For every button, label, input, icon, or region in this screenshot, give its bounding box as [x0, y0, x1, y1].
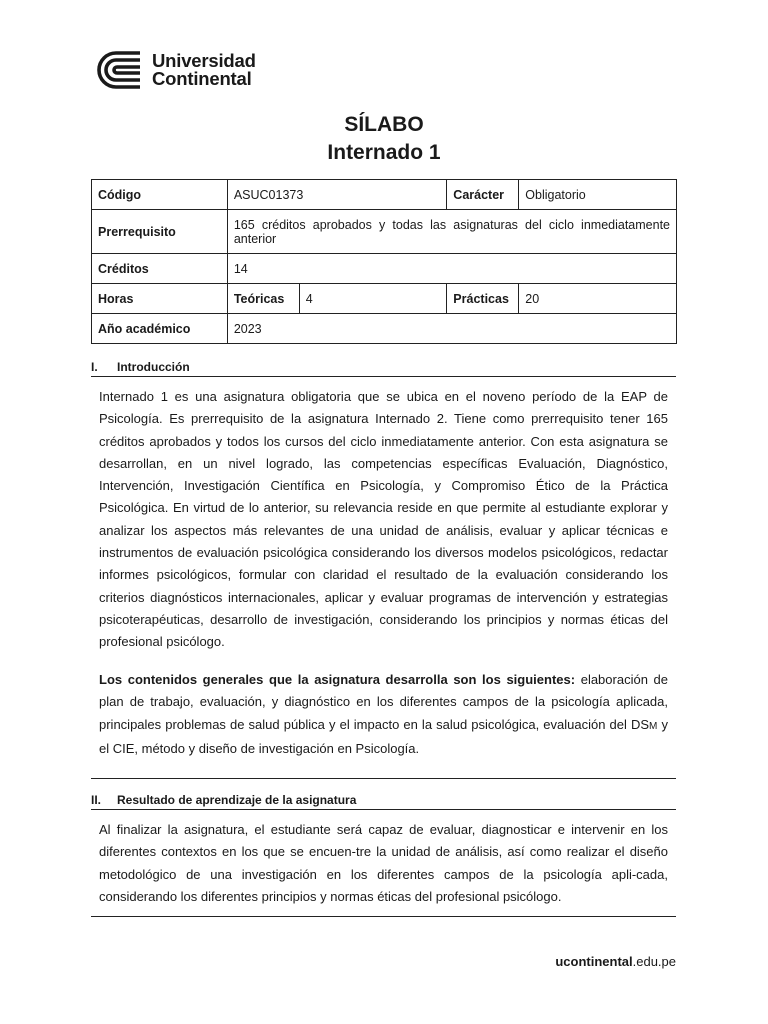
section-2-paragraph: Al finalizar la asignatura, el estudiante será capaz de evaluar, diagnosticar e intervenir en los diferentes contextos en los que se encuen-tre la unidad de análisis, así como realizar el diseño metodológico de una investigación en los diferentes campos de la psicología apli-cada, considerando los diferentes principios y normas éticas del profesional psicólogo. — [99, 822, 668, 904]
footer-url — [555, 954, 676, 969]
table-row — [92, 254, 677, 284]
section-2-bottom-rule — [91, 916, 676, 917]
contents-text-b: y el CIE, método y diseño de investigación en Psicología. — [99, 716, 668, 756]
logo-mark-icon — [96, 50, 144, 90]
section-1-number: I. — [91, 360, 98, 374]
section-1-title: Introducción — [117, 360, 190, 374]
table-row — [92, 180, 677, 210]
section-divider — [91, 778, 676, 779]
section-2-heading — [91, 793, 676, 810]
practicas-value: 20 — [519, 284, 677, 314]
course-info-table — [91, 179, 677, 344]
section-1-heading — [91, 360, 676, 377]
section-2-number: II. — [91, 793, 102, 807]
codigo-label: Código — [92, 180, 228, 210]
caracter-label: Carácter — [447, 180, 519, 210]
horas-label: Horas — [92, 284, 228, 314]
footer-url-bold: ucontinental — [555, 954, 633, 969]
section-1-contents-paragraph — [99, 669, 668, 760]
document-title — [0, 111, 768, 167]
university-logo — [96, 50, 256, 90]
contents-text-m: M — [649, 720, 658, 732]
anio-value: 2023 — [227, 314, 676, 344]
practicas-label: Prácticas — [447, 284, 519, 314]
table-row — [92, 284, 677, 314]
prerrequisito-label: Prerrequisito — [92, 210, 228, 254]
creditos-value: 14 — [227, 254, 676, 284]
logo-wordmark — [152, 52, 256, 88]
logo-line-2: Continental — [152, 68, 252, 89]
logo-line-1: Universidad — [152, 50, 256, 71]
anio-label: Año académico — [92, 314, 228, 344]
contents-lead: Los contenidos generales que la asignatura desarrolla son los siguientes: — [99, 672, 576, 687]
prerrequisito-cell — [227, 210, 676, 254]
section-2-title: Resultado de aprendizaje de la asignatura — [117, 793, 357, 807]
title-silabo: SÍLABO — [344, 113, 424, 136]
creditos-label: Créditos — [92, 254, 228, 284]
title-course: Internado 1 — [327, 141, 441, 164]
codigo-value: ASUC01373 — [227, 180, 446, 210]
teoricas-value: 4 — [299, 284, 447, 314]
prerrequisito-value: 165 créditos aprobados y todas las asignaturas del ciclo inmediatamente anterior — [233, 217, 670, 246]
footer-url-rest: .edu.pe — [632, 954, 676, 969]
section-1-paragraph: Internado 1 es una asignatura obligatoria que se ubica en el noveno período de la EAP de Psicología. Es prerrequisito de la asignatura Internado 2. Tiene como prerrequisito tener 165 créditos aprobados y todos los cursos del ciclo inmediatamente anterior. Con esta asignatura se desarrollan, en un nivel logrado, las competencias específicas Evaluación, Diagnóstico, Intervención, Investigación Científica en Psicología, y Compromiso Ético de la Práctica Psicológica. En virtud de lo anterior, su relevancia reside en que permite al estudiante explorar y analizar los aspectos más relevantes de una unidad de análisis, evaluar y aplicar técnicas e instrumentos de evaluación psicológica considerando los diversos modelos psicológicos, redactar informes psicológicos, formular con claridad el resultado de la evaluación considerando los criterios diagnósticos internacionales, aplicar y evaluar programas de intervención y estrategias psicoterapéuticas, desarrollo de investigación, considerando los principios y normas éticas del profesional psicólogo. — [99, 389, 668, 650]
caracter-value: Obligatorio — [519, 180, 677, 210]
teoricas-label: Teóricas — [227, 284, 299, 314]
table-row — [92, 314, 677, 344]
contents-text-a: elaboración de plan de trabajo, evaluación, y diagnóstico en los diferentes campos de la psicología aplicada, principales problemas de salud pública y el impacto en la salud psicológica, evaluación del DS — [99, 672, 669, 732]
table-row — [92, 210, 677, 254]
